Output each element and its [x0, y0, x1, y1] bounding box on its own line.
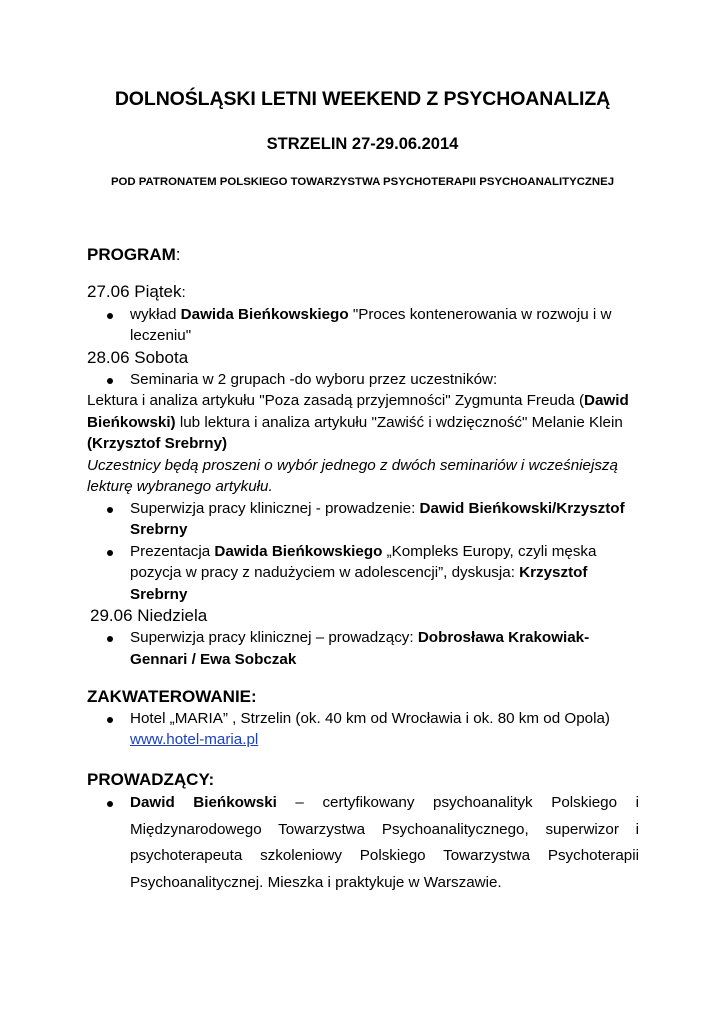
leaders-heading: PROWADZĄCY: [87, 769, 215, 789]
list-item [87, 541, 639, 606]
list-item [87, 304, 639, 347]
item-text: Prezentacja [130, 542, 215, 560]
list-item [87, 498, 639, 541]
bullet-icon [107, 636, 113, 642]
document-body [87, 244, 639, 896]
item-text: Seminaria w 2 grupach -do wyboru przez uczestników: [130, 370, 498, 388]
leader-name: Dawid Bieńkowski [130, 794, 277, 811]
list-item [87, 627, 639, 670]
day-saturday-list-a [87, 369, 639, 391]
patronage-line: POD PATRONATEM POLSKIEGO TOWARZYSTWA PSYCHOTERAPII PSYCHOANALITYCZNEJ [110, 176, 615, 188]
bullet-icon [107, 801, 113, 807]
supervisor-names: Dawid Bieńkowski/Krzysztof Srebrny [130, 499, 625, 538]
speaker-name: Dawida Bieńkowskiego [214, 542, 383, 560]
list-item [87, 790, 639, 896]
item-text: wykład [130, 305, 181, 323]
seminar-leader-2: (Krzysztof Srebrny) [87, 435, 228, 452]
bullet-icon [107, 717, 113, 723]
presentation-title: „Kompleks Europy, czyli męska pozycja w pracy z nadużyciem w adolescencji”, dyskusja: [130, 542, 597, 581]
day-sunday-list [87, 627, 639, 670]
bullet-icon [107, 550, 113, 556]
seminar-text-1: Lektura i analiza artykułu "Poza zasadą przyjemności" Zygmunta Freuda ( [87, 392, 585, 409]
day-friday-colon: : [181, 283, 186, 301]
program-heading-text: PROGRAM [87, 245, 176, 264]
accommodation-heading: ZAKWATEROWANIE: [87, 687, 257, 706]
seminar-leader-1: Dawid Bieńkowski) [87, 392, 629, 431]
event-date-location: STRZELIN 27-29.06.2014 [266, 135, 459, 153]
bullet-icon [107, 313, 113, 319]
day-friday-label [87, 281, 639, 304]
hotel-info: Hotel „MARIA” , Strzelin (ok. 40 km od Wrocławia i ok. 80 km od Opola) [130, 709, 610, 727]
seminar-description [87, 390, 639, 455]
seminar-text-2: lub lektura i analiza artykułu "Zawiść i wdzięczność" Melanie Klein [175, 413, 623, 431]
speaker-name: Dawida Bieńkowskiego [180, 305, 349, 323]
item-text: Superwizja pracy klinicznej - prowadzenie: [130, 499, 420, 517]
list-item [87, 369, 639, 391]
day-saturday-label: 28.06 Sobota [87, 347, 189, 367]
day-friday-list [87, 304, 639, 347]
day-saturday-list-b [87, 498, 639, 606]
lecture-title: "Proces kontenerowania w rozwoju i w leczeniu" [130, 305, 612, 344]
document-title: DOLNOŚLĄSKI LETNI WEEKEND Z PSYCHOANALIZĄ [114, 88, 611, 110]
hotel-website-link[interactable]: www.hotel-maria.pl [130, 731, 259, 748]
item-text: Superwizja pracy klinicznej – prowadzący: [130, 629, 418, 646]
bullet-icon [107, 378, 113, 384]
leader-bio: – certyfikowany psychoanalityk Polskiego i Międzynarodowego Towarzystwa Psychoanalitycznego, superwizor i psychoterapeuta szkoleniowy Polskiego Towarzystwa Psychoterapii Psychoanalitycznej. Mieszka i praktykuje w Warszawie. [130, 794, 639, 891]
supervisor-names: Dobrosława Krakowiak-Gennari / Ewa Sobczak [130, 629, 590, 668]
day-sunday-label: 29.06 Niedziela [90, 606, 208, 625]
bullet-icon [107, 507, 113, 513]
program-heading-colon: : [175, 245, 181, 264]
program-heading [87, 244, 639, 266]
day-friday-text: 27.06 Piątek [87, 281, 182, 301]
list-item [87, 708, 639, 751]
seminar-note: Uczestnicy będą proszeni o wybór jednego z dwóch seminariów i wcześniejszą lekturę wybranego artykułu. [87, 456, 618, 495]
discussant-name: Krzysztof Srebrny [130, 564, 588, 603]
leaders-list [87, 790, 639, 896]
accommodation-list [87, 708, 639, 751]
